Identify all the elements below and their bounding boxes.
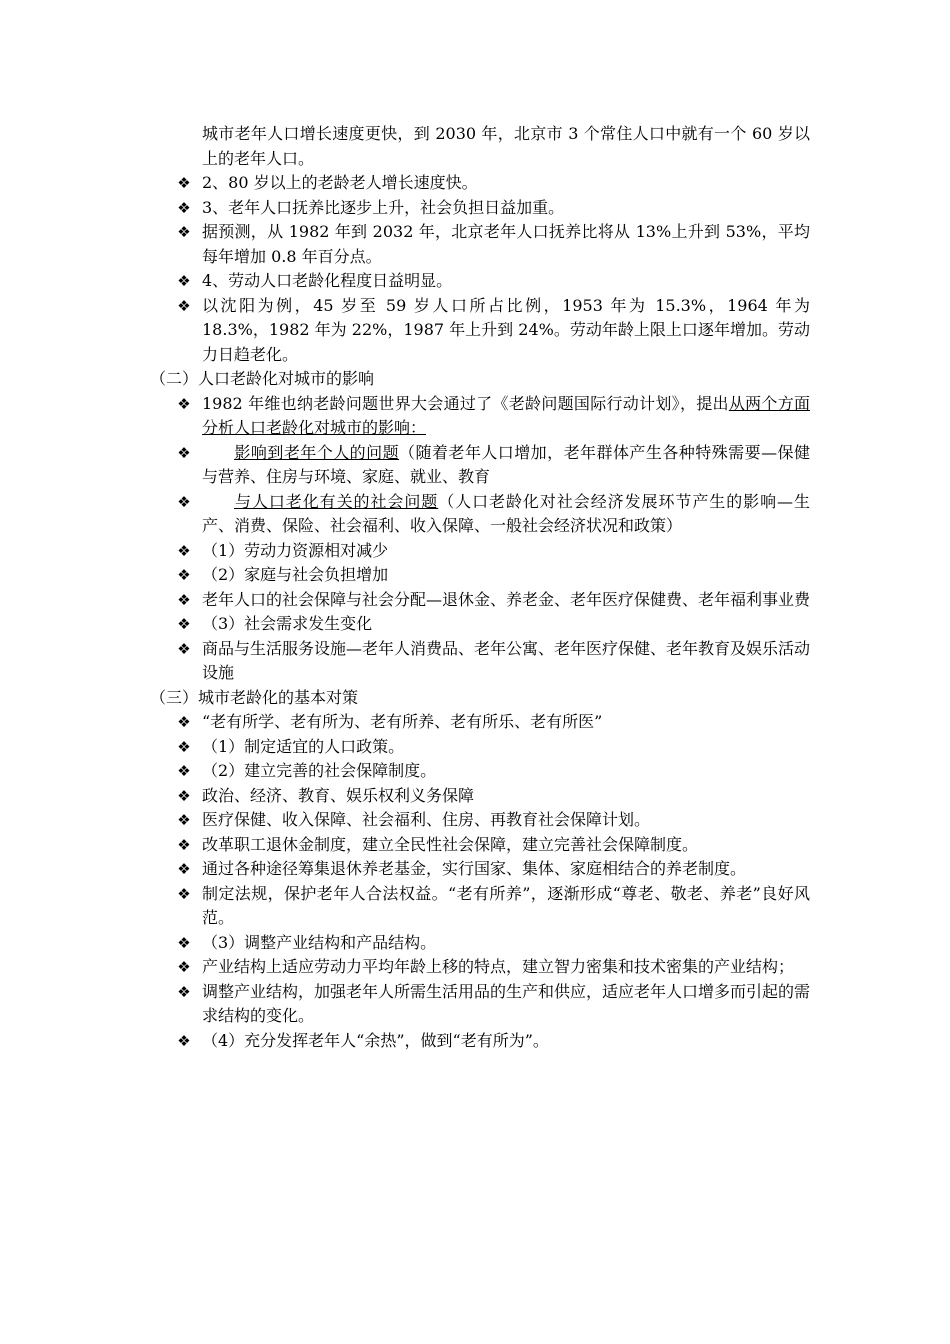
underlined-text: 与人口老化有关的社会问题 [234,491,439,511]
underlined-text: 从两个方面分析人口老龄化对城市的影响： [202,393,810,437]
list-item-text: 3、老年人口抚养比逐步上升，社会负担日益加重。 [202,197,565,217]
list-item [150,882,810,931]
list-item [150,784,810,809]
list-item-text: （2）建立完善的社会保障制度。 [202,761,437,780]
underlined-text: 影响到老年个人的问题 [234,442,400,462]
bullet-icon: ❖ [177,1031,191,1050]
bullet-icon: ❖ [177,639,191,658]
bullet-icon: ❖ [177,713,191,731]
bullet-icon: ❖ [177,737,191,756]
bullet-icon: ❖ [177,933,191,952]
list-item [150,710,810,735]
bullet-icon: ❖ [177,835,191,854]
list-item [150,588,810,613]
list-item [150,171,810,196]
list-item-text: 调整产业结构，加强老年人所需生活用品的生产和供应，适应老年人口增多而引起的需求结构的变化。 [202,981,811,1025]
list-item [150,808,810,833]
bullet-icon: ❖ [177,174,191,192]
list-item [150,735,810,760]
bullet-icon: ❖ [177,272,191,290]
bullet-icon: ❖ [177,615,191,633]
list-item-text: 老年人口的社会保障与社会分配—退休金、养老金、老年医疗保健费、老年福利事业费 [202,589,811,609]
list-item [150,857,810,882]
section-heading-impact: （二）人口老龄化对城市的影响 [150,369,375,388]
list-item-text: 改革职工退休金制度，建立全民性社会保障，建立完善社会保障制度。 [202,834,699,854]
list-item [150,539,810,564]
list-item-text: 医疗保健、收入保障、社会福利、住房、再教育社会保障计划。 [202,810,651,829]
bullet-icon: ❖ [177,296,191,315]
list-item [150,612,810,637]
list-item [150,441,810,490]
list-item-text: 据预测，从 1982 年到 2032 年，北京老年人口抚养比将从 13%上升到 53%，平均每年增加 0.8 年百分点。 [202,222,810,266]
list-item-text: 产业结构上适应劳动力平均年龄上移的特点，建立智力密集和技术密集的产业结构； [202,957,795,976]
list-item-text: 商品与生活服务设施—老年人消费品、老年公寓、老年医疗保健、老年教育及娱乐活动设施 [202,638,811,682]
bullet-icon: ❖ [177,811,191,829]
bullet-icon: ❖ [177,590,191,609]
list-item-text: 2、80 岁以上的老龄老人增长速度快。 [202,173,478,192]
bullet-icon: ❖ [177,198,191,217]
list-item [150,955,810,980]
list-item-text: （人口老龄化对社会经济发展环节产生的影响—生产、消费、保险、社会福利、收入保障、一般社会经济状况和政策） [202,491,810,535]
bullet-icon: ❖ [177,982,191,1001]
bullet-icon: ❖ [177,566,191,584]
bullet-icon: ❖ [177,884,191,903]
bullet-icon: ❖ [177,443,191,462]
bullet-icon: ❖ [177,541,191,560]
list-item [150,759,810,784]
bullet-icon: ❖ [177,223,191,241]
list-item-text: 1982 年维也纳老龄问题世界大会通过了《老龄问题国际行动计划》，提出 [202,393,729,413]
list-item-text: “老有所学、老有所为、老有所养、老有所乐、老有所医” [202,712,603,731]
list-item [150,563,810,588]
bullet-icon: ❖ [177,492,191,511]
bullet-icon: ❖ [177,394,191,413]
list-item-text: 以沈阳为例，45 岁至 59 岁人口所占比例，1953 年为 15.3%，1964 年为 18.3%，1982 年为 22%，1987 年上升到 24%。劳动年龄上限上口逐年增加。劳动力日趋老化。 [202,295,810,364]
list-item-text: 制定法规，保护老年人合法权益。“老有所养”，逐渐形成“尊老、敬老、养老”良好风范。 [202,883,810,927]
list-item-text: （3）社会需求发生变化 [202,614,373,633]
list-item [150,196,810,221]
list-item [150,269,810,294]
bullet-icon: ❖ [177,762,191,780]
section-heading-countermeasures: （三）城市老龄化的基本对策 [150,687,359,707]
list-item-text: （随着老年人口增加，老年群体产生各种特殊需要—保健与营养、住房与环境、家庭、就业、教育 [202,442,810,486]
list-item [150,833,810,858]
list-item-text: （2）家庭与社会负担增加 [202,565,389,584]
list-item [150,931,810,956]
list-item [150,980,810,1029]
bullet-icon: ❖ [177,958,191,976]
intro-continuation: 城市老年人口增长速度更快，到 2030 年，北京市 3 个常住人口中就有一个 60 岁以上的老年人口。 [202,124,810,168]
list-item [150,220,810,269]
bullet-icon: ❖ [177,860,191,878]
list-item [150,637,810,686]
list-item-text: （3）调整产业结构和产品结构。 [202,932,437,952]
list-item-text: （1）制定适宜的人口政策。 [202,736,405,756]
bullet-icon: ❖ [177,786,191,805]
list-item-text: （4）充分发挥老年人“余热”，做到“老有所为”。 [202,1030,549,1050]
document-body [150,122,810,1053]
list-item-text: 政治、经济、教育、娱乐权利义务保障 [202,785,475,805]
list-item [150,392,810,441]
list-item-text: 通过各种途径筹集退休养老基金，实行国家、集体、家庭相结合的养老制度。 [202,859,747,878]
list-item-text: （1）劳动力资源相对减少 [202,540,389,560]
list-item [150,294,810,368]
list-item [150,490,810,539]
list-item [150,1029,810,1054]
list-item-text: 4、劳动人口老龄化程度日益明显。 [202,271,453,290]
